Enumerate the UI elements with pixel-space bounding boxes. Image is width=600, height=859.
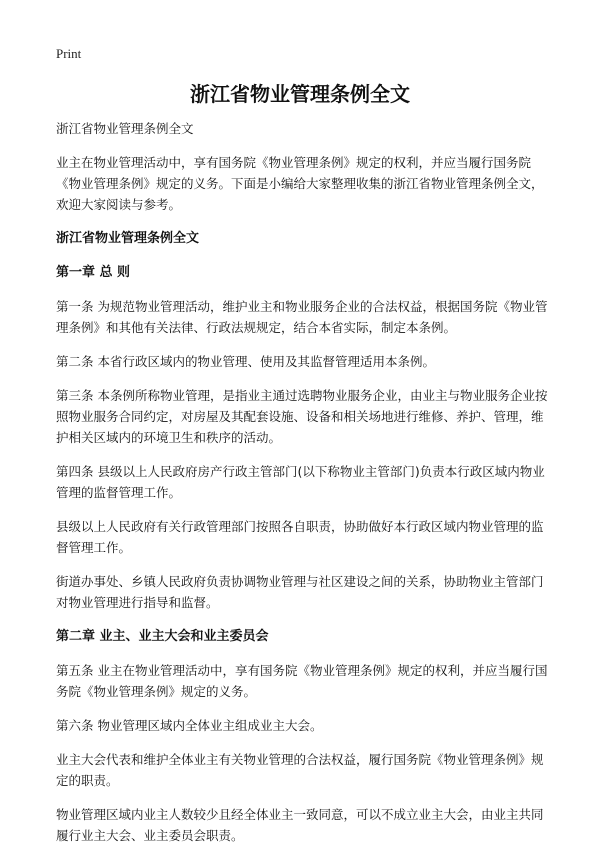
article-paragraph: 县级以上人民政府有关行政管理部门按照各自职责，协助做好本行政区域内物业管理的监督管理工作。 <box>56 519 544 555</box>
article-paragraph: 第四条 县级以上人民政府房产行政主管部门(以下称物业主管部门)负责本行政区域内物业管理的监督管理工作。 <box>56 464 545 500</box>
chapter-heading: 第二章 业主、业主大会和业主委员会 <box>56 629 269 644</box>
section-heading: 浙江省物业管理条例全文 <box>56 231 200 246</box>
chapter-heading: 第一章 总 则 <box>56 265 131 280</box>
article-paragraph: 第五条 业主在物业管理活动中，享有国务院《物业管理条例》规定的权利，并应当履行国务院《物业管理条例》规定的义务。 <box>56 663 548 699</box>
article-paragraph: 第六条 物业管理区域内全体业主组成业主大会。 <box>56 718 323 733</box>
article-paragraph: 第三条 本条例所称物业管理，是指业主通过选聘物业服务企业，由业主与物业服务企业按照物业服务合同约定，对房屋及其配套设施、设备和相关场地进行维修、养护、管理，维护相关区域内的环境卫生和秩序的活动。 <box>56 388 548 445</box>
intro-paragraph: 业主在物业管理活动中，享有国务院《物业管理条例》规定的权利，并应当履行国务院《物业管理条例》规定的义务。下面是小编给大家整理收集的浙江省物业管理条例全文，欢迎大家阅读与参考。 <box>56 155 544 212</box>
article-paragraph: 物业管理区域内业主人数较少且经全体业主一致同意，可以不成立业主大会，由业主共同履行业主大会、业主委员会职责。 <box>56 807 544 843</box>
article-paragraph: 业主大会代表和维护全体业主有关物业管理的合法权益，履行国务院《物业管理条例》规定的职责。 <box>56 752 544 788</box>
print-link[interactable]: Print <box>56 46 82 61</box>
article-content <box>56 118 552 859</box>
article-paragraph: 第二条 本省行政区域内的物业管理、使用及其监督管理适用本条例。 <box>56 354 435 369</box>
article-paragraph: 第一条 为规范物业管理活动，维护业主和物业服务企业的合法权益，根据国务院《物业管理条例》和其他有关法律、行政法规规定，结合本省实际，制定本条例。 <box>56 299 548 335</box>
subtitle: 浙江省物业管理条例全文 <box>56 121 194 136</box>
page-title: 浙江省物业管理条例全文 <box>190 82 410 106</box>
article-paragraph: 街道办事处、乡镇人民政府负责协调物业管理与社区建设之间的关系，协助物业主管部门对物业管理进行指导和监督。 <box>56 574 544 610</box>
